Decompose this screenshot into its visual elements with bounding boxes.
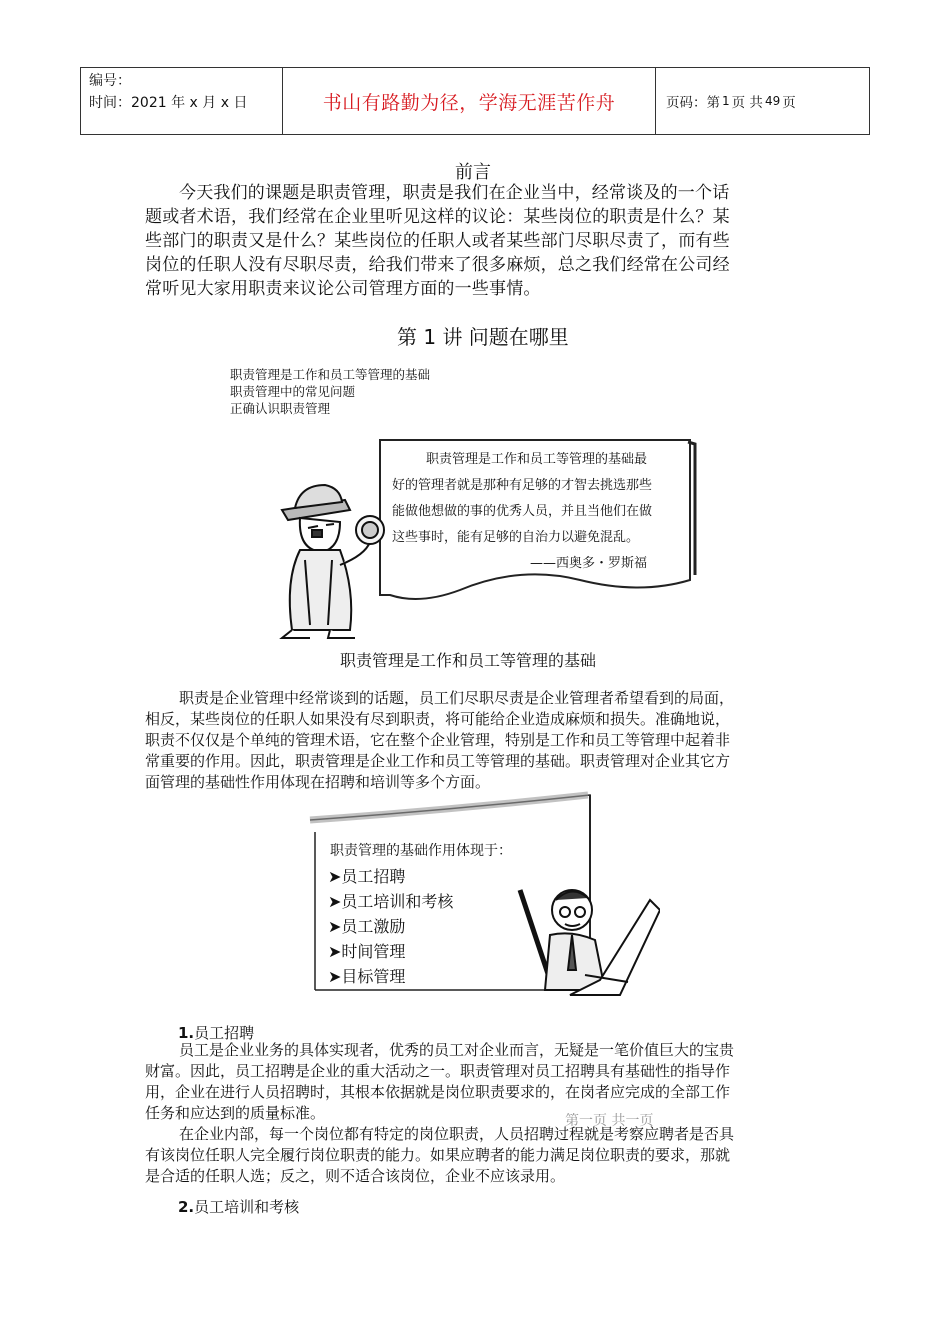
section1-line: 面管理的基础性作用体现在招聘和培训等多个方面。 [145, 773, 491, 791]
quote-line: 职责管理是工作和员工等管理的基础最 [426, 452, 648, 467]
training-heading-num: 2. [178, 1198, 195, 1216]
quote-line: 好的管理者就是那种有足够的才智去挑选那些 [392, 478, 653, 493]
training-heading-text: 员工培训和考核 [194, 1198, 300, 1216]
arrow-bullet-icon: ➤ [328, 867, 342, 886]
recruit-line: 用，企业在进行人员招聘时，其根本依据就是岗位职责要求的，在岗者应完成的全部工作 [145, 1083, 731, 1101]
quote-text [392, 447, 692, 577]
recruit-heading-text: 员工招聘 [194, 1024, 255, 1042]
arrow-bullet-icon: ➤ [328, 917, 342, 936]
preface-line: 今天我们的课题是职责管理，职责是我们在企业当中，经常谈及的一个话 [179, 183, 730, 203]
quote-attribution: ——西奥多・罗斯福 [530, 556, 648, 571]
role-box-title: 职责管理的基础作用体现于： [330, 843, 512, 859]
preface-line: 岗位的任职人没有尽职尽责，给我们带来了很多麻烦，总之我们经常在公司经 [145, 255, 730, 275]
arrow-bullet-icon: ➤ [328, 892, 342, 911]
outline-item: 正确认识职责管理 [230, 401, 331, 416]
training-heading [178, 1196, 299, 1217]
section1-line: 常重要的作用。因此，职责管理是企业工作和员工等管理的基础。职责管理对企业其它方 [145, 752, 731, 770]
preface-body [145, 181, 825, 301]
quote-line: 这些事时，能有足够的自治力以避免混乱。 [392, 530, 640, 545]
preface-line: 题或者术语，我们经常在企业里听见这样的议论：某些岗位的职责是什么？某 [145, 207, 730, 227]
section1-line: 职责是企业管理中经常谈到的话题，员工们尽职尽责是企业管理者希望看到的局面， [179, 689, 735, 707]
manager-icon [510, 870, 660, 1000]
quote-line: 能做他想做的事的优秀人员，并且当他们在做 [392, 504, 653, 519]
preface-line: 些部门的职责又是什么？某些岗位的任职人或者某些部门尽职尽责了，而有些 [145, 231, 730, 251]
page-indicator [656, 68, 869, 134]
time-label: 时间：2021 年 x 月 x 日 [89, 95, 248, 111]
recruit-line: 财富。因此，员工招聘是企业的重大活动之一。职责管理对员工招聘具有基础性的指导作 [145, 1062, 731, 1080]
preface-line: 常听见大家用职责来议论公司管理方面的一些事情。 [145, 279, 541, 299]
header-meta [81, 68, 283, 134]
page-total: 49 [764, 94, 781, 108]
page-label-post: 页 [782, 95, 796, 111]
arrow-bullet-icon: ➤ [328, 942, 342, 961]
page-footer-overlay: 第一页 共一页 [565, 1113, 654, 1129]
section1-body [145, 688, 825, 793]
page-label-mid: 页 共 [731, 95, 763, 111]
lecture-outline [230, 366, 430, 417]
role-list [328, 864, 453, 989]
recruit-line: 有该岗位任职人完全履行岗位职责的能力。如果应聘者的能力满足岗位职责的要求，那就 [145, 1146, 731, 1164]
outline-item: 职责管理中的常见问题 [230, 384, 356, 399]
detective-icon [282, 485, 384, 638]
preface-title: 前言 [455, 162, 491, 183]
section-heading: 职责管理是工作和员工等管理的基础 [340, 651, 597, 670]
outline-item: 职责管理是工作和员工等管理的基础 [230, 367, 431, 382]
recruit-line: 是合适的任职人选；反之，则不适合该岗位，企业不应该录用。 [145, 1167, 566, 1185]
role-list-item: ➤目标管理 [328, 967, 406, 986]
recruit-line: 员工是企业业务的具体实现者，优秀的员工对企业而言，无疑是一笔价值巨大的宝贵 [179, 1041, 735, 1059]
arrow-bullet-icon: ➤ [328, 967, 342, 986]
number-label: 编号： [89, 73, 131, 89]
lecture-title: 第 1 讲 问题在哪里 [397, 325, 569, 349]
recruit-line: 在企业内部，每一个岗位都有特定的岗位职责，人员招聘过程就是考察应聘者是否具 [179, 1125, 735, 1143]
recruit-line: 任务和应达到的质量标准。 [145, 1104, 326, 1122]
page-label-pre: 页码：第 [666, 95, 720, 111]
recruit-body [145, 1040, 825, 1187]
recruit-heading-num: 1. [178, 1024, 195, 1042]
section1-line: 职责不仅仅是个单纯的管理术语，它在整个企业管理，特别是工作和员工等管理中起着非 [145, 731, 731, 749]
page-current: 1 [722, 94, 730, 108]
role-list-item: ➤时间管理 [328, 942, 406, 961]
section1-line: 相反，某些岗位的任职人如果没有尽到职责，将可能给企业造成麻烦和损失。准确地说， [145, 710, 731, 728]
role-list-item: ➤员工培训和考核 [328, 892, 454, 911]
role-list-item: ➤员工招聘 [328, 867, 406, 886]
header-table [80, 67, 870, 135]
header-motto: 书山有路勤为径，学海无涯苦作舟 [283, 68, 656, 134]
role-list-item: ➤员工激励 [328, 917, 406, 936]
